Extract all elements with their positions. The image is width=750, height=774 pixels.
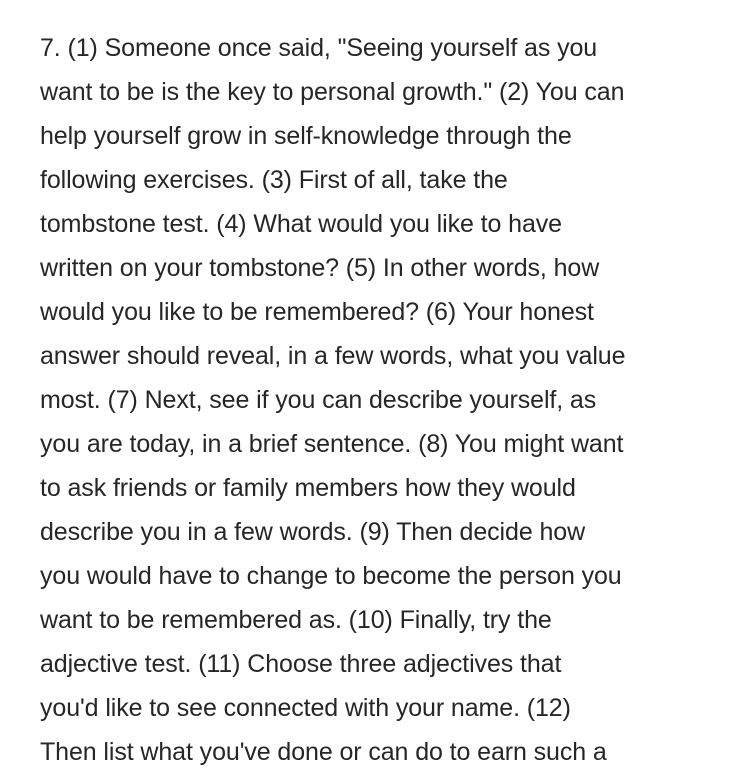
text-line: want to be remembered as. (10) Finally, try the [40,606,552,634]
text-line: tombstone test. (4) What would you like to have [40,210,562,238]
text-line: adjective test. (11) Choose three adjectives that [40,650,562,678]
text-line: want to be is the key to personal growth." (2) You can [40,78,625,106]
text-line: would you like to be remembered? (6) Your honest [40,298,594,326]
text-line: 7. (1) Someone once said, "Seeing yourself as you [40,34,598,62]
text-line: you would have to change to become the person you [40,562,622,590]
text-line: following exercises. (3) First of all, take the [40,166,508,194]
text-line: to ask friends or family members how they would [40,474,576,502]
text-line: help yourself grow in self-knowledge through the [40,122,572,150]
question-text [40,26,740,774]
text-line: you'd like to see connected with your name. (12) [40,694,571,722]
text-line: written on your tombstone? (5) In other words, how [40,254,600,282]
text-line: describe you in a few words. (9) Then decide how [40,518,586,546]
text-line: answer should reveal, in a few words, what you value [40,342,626,370]
text-line: Then list what you've done or can do to earn such a [40,738,607,766]
text-line: most. (7) Next, see if you can describe yourself, as [40,386,597,414]
text-line: you are today, in a brief sentence. (8) You might want [40,430,624,458]
